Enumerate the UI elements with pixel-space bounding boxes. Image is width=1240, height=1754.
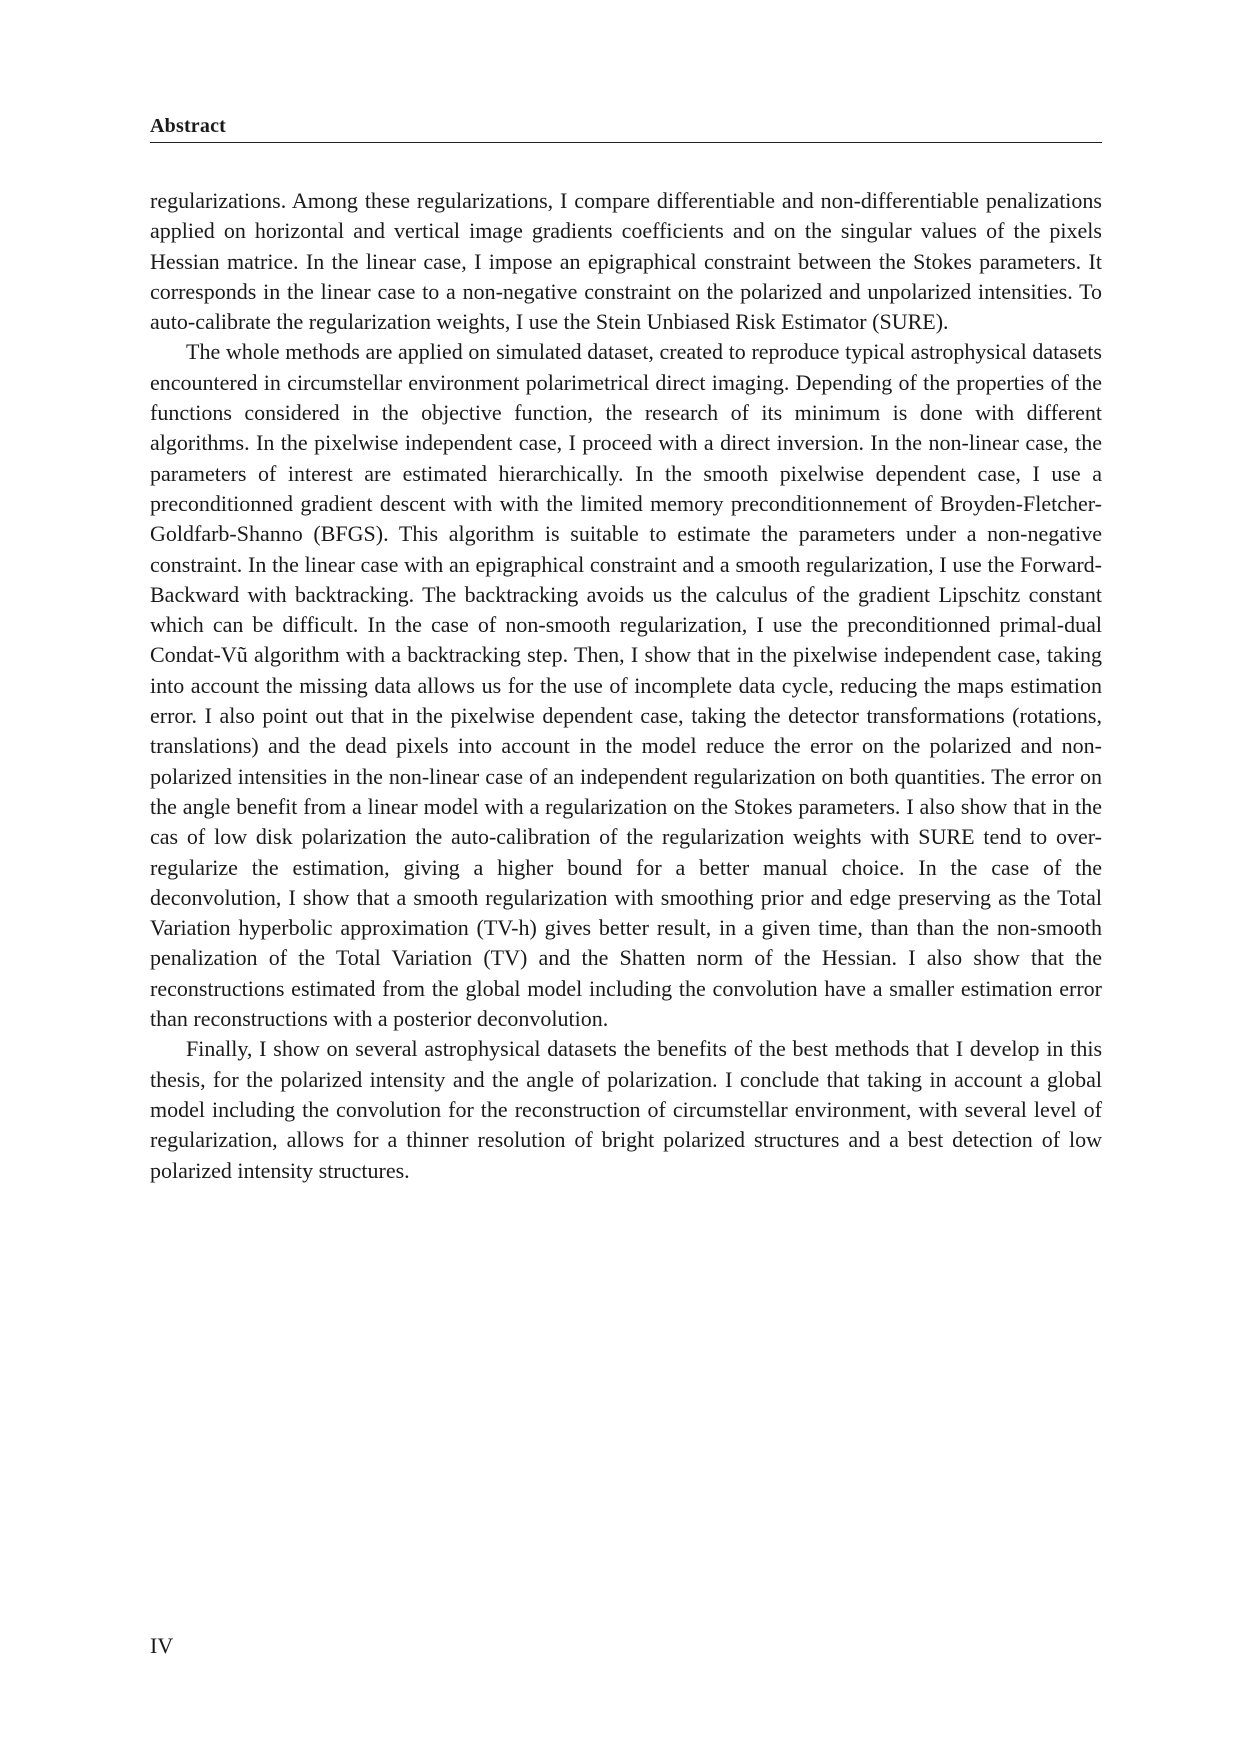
abstract-body bbox=[150, 186, 1102, 1186]
paragraph-methods: The whole methods are applied on simulated dataset, created to reproduce typical astrophysical datasets encountered in circumstellar environment polarimetrical direct imaging. Depending of the properties of the functions considered in the objective function, the research of its minimum is done with different algorithms. In the pixelwise independent case, I proceed with a direct inversion. In the non-linear case, the parameters of interest are estimated hierarchically. In the smooth pixelwise dependent case, I use a preconditionned gradient descent with with the limited memory preconditionnement of Broyden-Fletcher-Goldfarb-Shanno (BFGS). This algorithm is suitable to estimate the parameters under a non-negative constraint. In the linear case with an epigraphical constraint and a smooth regularization, I use the Forward-Backward with backtracking. The backtracking avoids us the calculus of the gradient Lipschitz constant which can be difficult. In the case of non-smooth regularization, I use the preconditionned primal-dual Condat-Vũ algorithm with a backtracking step. Then, I show that in the pixelwise independent case, taking into account the missing data allows us for the use of incomplete data cycle, reducing the maps estimation error. I also point out that in the pixelwise dependent case, taking the detector transformations (rotations, translations) and the dead pixels into account in the model reduce the error on the polarized and non-polarized intensities in the non-linear case of an independent regularization on both quantities. The error on the angle benefit from a linear model with a regularization on the Stokes parameters. I also show that in the cas of low disk polarization the auto-calibration of the regularization weights with SURE tend to over-regularize the estimation, giving a higher bound for a better manual choice. In the case of the deconvolution, I show that a smooth regularization with smoothing prior and edge preserving as the Total Variation hyperbolic approximation (TV-h) gives better result, in a given time, than than the non-smooth penalization of the Total Variation (TV) and the Shatten norm of the Hessian. I also show that the reconstructions estimated from the global model including the convolution have a smaller estimation error than reconstructions with a posterior deconvolution. bbox=[150, 339, 1102, 1032]
running-header bbox=[150, 114, 1102, 143]
running-header-title: Abstract bbox=[150, 115, 227, 137]
paragraph-continued: regularizations. Among these regularizations, I compare differentiable and non-differentiable penalizations applied on horizontal and vertical image gradients coefficients and on the singular values of the pixels Hessian matrice. In the linear case, I impose an epigraphical constraint between the Stokes parameters. It corresponds in the linear case to a non-negative constraint on the polarized and unpolarized intensities. To auto-calibrate the regularization weights, I use the Stein Unbiased Risk Estimator (SURE). bbox=[150, 188, 1102, 335]
page-number: IV bbox=[150, 1633, 174, 1658]
paragraph-conclusion: Finally, I show on several astrophysical datasets the benefits of the best methods that I develop in this thesis, for the polarized intensity and the angle of polarization. I conclude that taking in account a global model including the convolution for the reconstruction of circumstellar environment, with several level of regularization, allows for a thinner resolution of bright polarized structures and a best detection of low polarized intensity structures. bbox=[150, 1036, 1102, 1183]
document-page bbox=[150, 0, 1102, 1754]
